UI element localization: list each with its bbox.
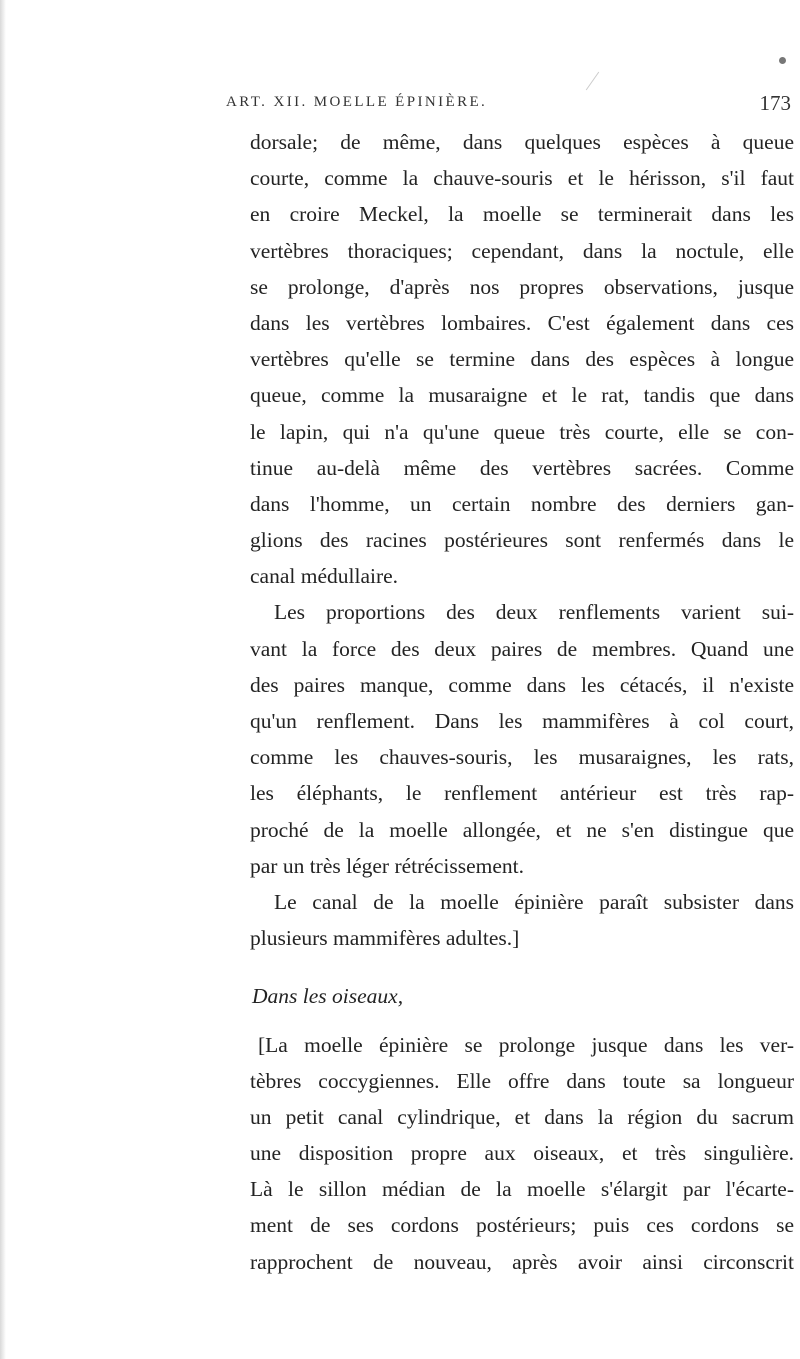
section-gap [250,1015,794,1027]
text-line: le lapin, qui n'a qu'une queue très courte, elle se con- [250,419,794,444]
body-text [250,124,794,1280]
text-line: ment de ses cordons postérieurs; puis ces cordons se [250,1213,794,1238]
ink-spot [779,57,786,64]
text-line: dans les vertèbres lombaires. C'est également dans ces [250,310,794,335]
page-edge-shadow [0,0,6,1359]
section-heading: Dans les oiseaux, [252,984,404,1009]
text-line: plusieurs mammifères adultes.] [250,926,520,951]
text-line: Là le sillon médian de la moelle s'élargit par l'écarte- [250,1177,794,1202]
text-line: vant la force des deux paires de membres. Quand une [250,636,794,661]
text-line: par un très léger rétrécissement. [250,853,524,878]
page-header [226,91,791,120]
paragraph-start-line: Le canal de la moelle épinière paraît subsister dans [274,889,794,914]
section-gap [250,956,794,978]
paragraph-start-line: [La moelle épinière se prolonge jusque dans les ver- [258,1032,794,1057]
text-line: les éléphants, le renflement antérieur est très rap- [250,781,794,806]
text-line: dorsale; de même, dans quelques espèces à queue [250,130,794,154]
text-line: tèbres coccygiennes. Elle offre dans toute sa longueur [250,1068,794,1093]
text-line: proché de la moelle allongée, et ne s'en distingue que [250,817,794,842]
text-line: queue, comme la musaraigne et le rat, tandis que dans [250,383,794,408]
text-line: qu'un renflement. Dans les mammifères à col court, [250,709,794,733]
text-line: vertèbres thoraciques; cependant, dans la noctule, elle [250,238,794,263]
text-line: un petit canal cylindrique, et dans la région du sacrum [250,1104,794,1129]
text-line: une disposition propre aux oiseaux, et très singulière. [250,1141,794,1166]
paragraph-start-line: Les proportions des deux renflements varient sui- [274,600,794,625]
running-head: ART. XII. MOELLE ÉPINIÈRE. [226,94,488,110]
text-line: vertèbres qu'elle se termine dans des espèces à longue [250,347,794,372]
text-line: en croire Meckel, la moelle se terminerait dans les [250,202,794,227]
text-line: comme les chauves-souris, les musaraignes, les rats, [250,745,794,770]
text-line: des paires manque, comme dans les cétacés, il n'existe [250,672,794,697]
page-number: 173 [759,91,791,115]
text-line: dans l'homme, un certain nombre des derniers gan- [250,491,794,516]
text-line: canal médullaire. [250,564,399,589]
pencil-mark [586,72,599,91]
text-line: tinue au-delà même des vertèbres sacrées. Comme [250,455,794,480]
text-line: glions des racines postérieures sont renfermés dans le [250,528,794,553]
text-line: se prolonge, d'après nos propres observations, jusque [250,274,794,299]
text-line: courte, comme la chauve-souris et le hérisson, s'il faut [250,166,794,191]
text-line: rapprochent de nouveau, après avoir ainsi circonscrit [250,1249,794,1274]
